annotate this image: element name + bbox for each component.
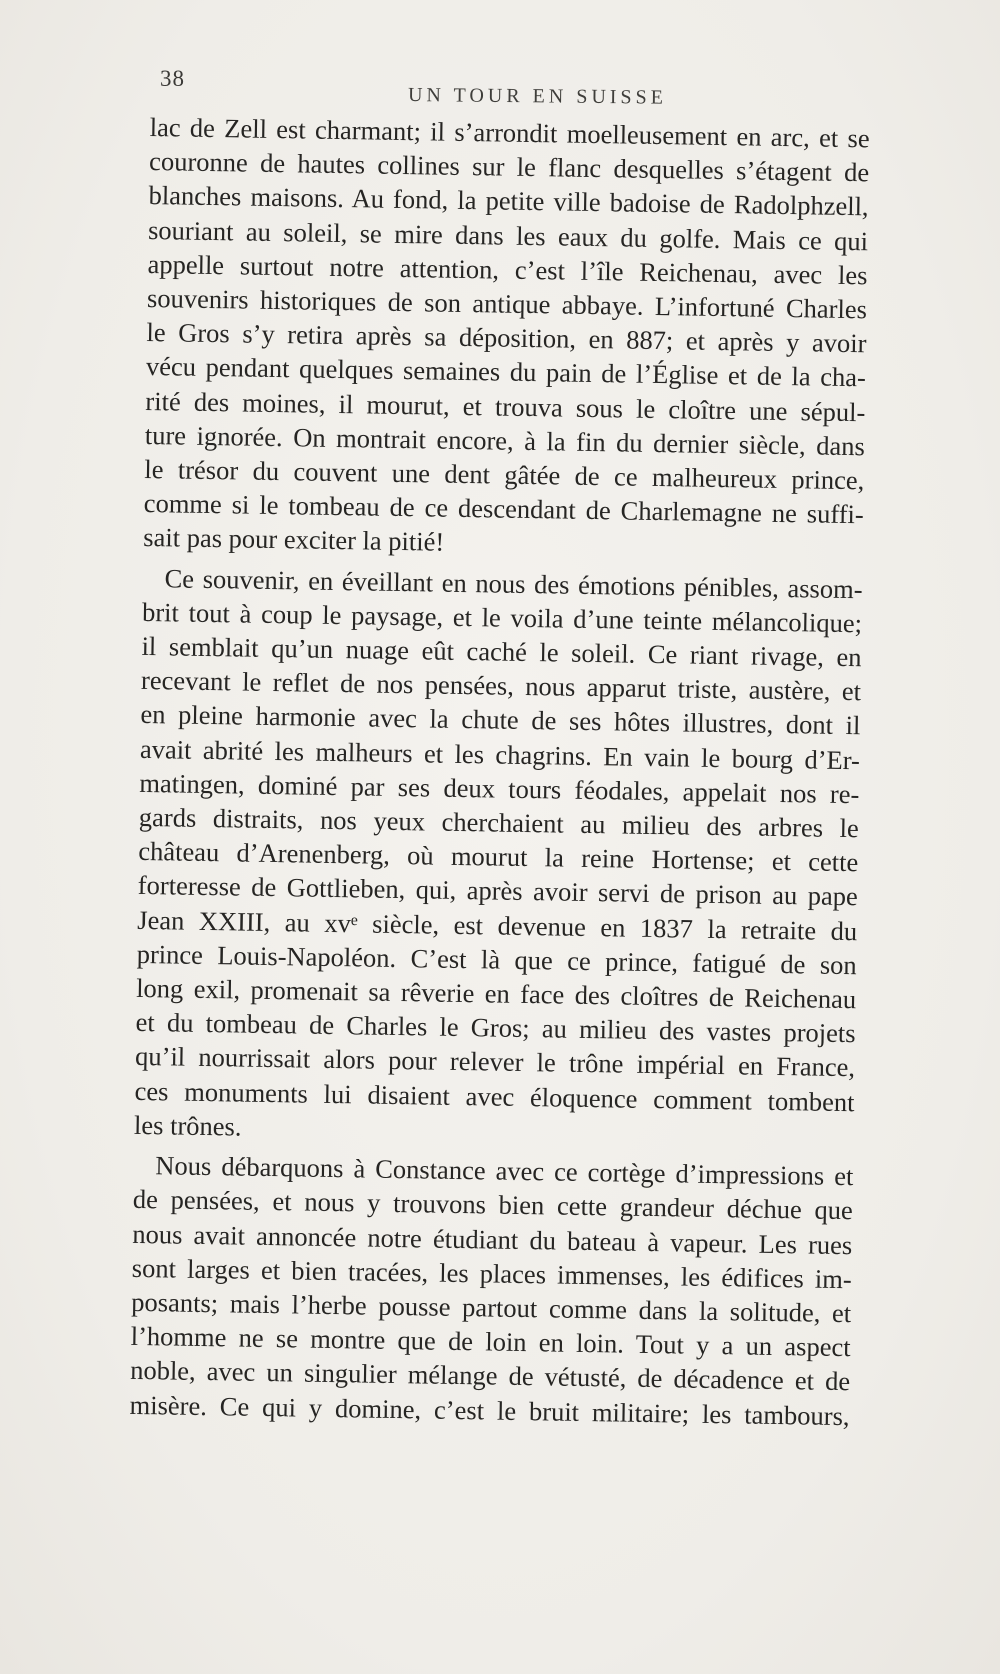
text-line: recevant le reflet de nos pensées, nous apparut triste, austère, et: [140, 665, 862, 707]
text-line: sait pas pour exciter la pitié!: [143, 522, 445, 558]
text-line: appelle surtout notre attention, c’est l’île Reichenau, avec les: [147, 248, 868, 291]
text-line: couronne de hautes collines sur le flanc desquelles s’étagent de: [148, 146, 870, 188]
text-line: avait abrité les malheurs et les chagrins. En vain le bourg d’Er-: [139, 733, 861, 775]
page-number: 38: [160, 66, 185, 91]
text-line: matingen, dominé par ses deux tours féodales, appelait nos re-: [139, 767, 860, 810]
text-line: lac de Zell est charmant; il s’arrondit moelleusement en arc, et se: [149, 111, 870, 154]
text-line: brit tout à coup le paysage, et le voila d’une teinte mélancolique;: [141, 596, 863, 639]
text-line: et du tombeau de Charles le Gros; au milieu des vastes projets: [135, 1007, 856, 1049]
text-line: prince Louis-Napoléon. C’est là que ce prince, fatigué de son: [136, 938, 857, 981]
text-line: Jean XXIII, au xvᵉ siècle, est devenue en 1837 la retraite du: [137, 904, 858, 946]
text-line: de pensées, et nous y trouvons bien cette grandeur déchue que: [132, 1184, 854, 1226]
text-line: le Gros s’y retira après sa déposition, en 887; et après y avoir: [146, 317, 867, 359]
paragraph-1: [143, 110, 870, 566]
text-line: posants; mais l’herbe pousse partout comme dans la solitude, et: [131, 1286, 852, 1329]
text-line: sont larges et bien tracées, les places immenses, les édifices im-: [131, 1252, 852, 1294]
text-line: forteresse de Gottlieben, qui, après avoir servi de prison au pape: [137, 870, 858, 912]
text-line: ces monuments lui disaient avec éloquence comment tombent: [134, 1075, 855, 1117]
text-line: rité des moines, il mourut, et trouva sous le cloître une sépul-: [145, 385, 866, 427]
text-line: noble, avec un singulier mélange de vétusté, de décadence et de: [129, 1355, 851, 1397]
text-line: long exil, promenait sa rêverie en face des cloîtres de Reichenau: [135, 972, 857, 1015]
text-line: les trônes.: [133, 1109, 242, 1142]
text-line: souriant au soleil, se mire dans les eaux du golfe. Mais ce qui: [147, 214, 869, 256]
text-line: château d’Arenenberg, où mourut la reine Hortense; et cette: [138, 836, 859, 878]
text-line: en pleine harmonie avec la chute de ses hôtes illustres, dont il: [140, 699, 861, 741]
running-title: UN TOUR EN SUISSE: [407, 84, 668, 109]
text-line: ture ignorée. On montrait encore, à la fin du dernier siècle, dans: [144, 419, 866, 462]
running-head: [158, 66, 858, 109]
text-line: misère. Ce qui y domine, c’est le bruit militaire; les tambours,: [129, 1389, 850, 1431]
text-line: Ce souvenir, en éveillant en nous des émotions pénibles, assom-: [164, 562, 863, 604]
text-line: le trésor du couvent une dent gâtée de ce malheureux prince,: [144, 453, 865, 496]
text-line: Nous débarquons à Constance avec ce cortège d’impressions et: [155, 1150, 854, 1192]
text-line: gards distraits, nos yeux cherchaient au milieu des arbres le: [138, 801, 860, 844]
paragraph-2: [134, 561, 863, 1154]
body-text: [129, 110, 870, 1439]
text-line: comme si le tombeau de ce descendant de Charlemagne ne suffi-: [143, 488, 864, 530]
text-line: l’homme ne se montre que de loin en loin. Tout y a un aspect: [130, 1320, 851, 1363]
text-line: nous avait annoncée notre étudiant du bateau à vapeur. Les rues: [132, 1218, 853, 1260]
text-line: il semblait qu’un nuage eût caché le soleil. Ce riant rivage, en: [141, 630, 862, 673]
text-line: qu’il nourrissait alors pour relever le trône impérial en France,: [134, 1041, 856, 1083]
text-line: vécu pendant quelques semaines du pain de l’Église et de la cha-: [145, 351, 867, 393]
text-line: souvenirs historiques de son antique abbaye. L’infortuné Charles: [146, 282, 868, 325]
text-line: blanches maisons. Au fond, la petite ville badoise de Radolphzell,: [148, 180, 869, 222]
paragraph-3: [129, 1148, 853, 1433]
